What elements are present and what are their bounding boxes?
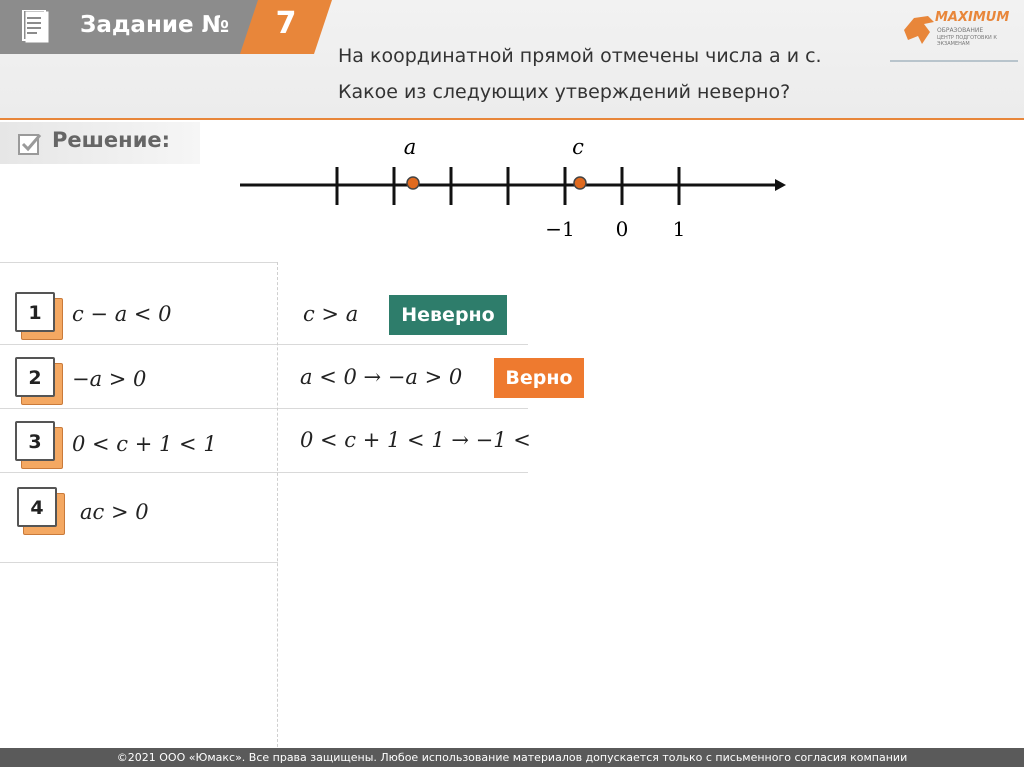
task-line-1: На координатной прямой отмечены числа а и с. <box>338 45 822 67</box>
tick-label-minus-one: −1 <box>545 217 575 241</box>
column-divider <box>277 262 278 752</box>
tick-label-one: 1 <box>672 217 686 241</box>
task-title: Задание № <box>80 12 230 38</box>
answer-row-1: c > a <box>303 302 359 326</box>
option-number-3: 3 <box>15 421 55 461</box>
divider <box>0 344 528 345</box>
option-expression-3: 0 < c + 1 < 1 <box>72 432 217 456</box>
solution-label: Решение: <box>52 128 171 152</box>
option-expression-4: ac > 0 <box>80 500 149 524</box>
task-number: 7 <box>275 6 297 41</box>
option-number-4: 4 <box>17 487 57 527</box>
logo-text: MAXIMUM <box>935 10 1010 25</box>
answer-row-2: a < 0 → −a > 0 <box>300 365 463 389</box>
divider <box>0 562 278 563</box>
verdict-wrong-badge: Неверно <box>389 295 507 335</box>
divider <box>0 472 528 473</box>
document-icon <box>22 10 52 44</box>
option-expression-2: −a > 0 <box>72 367 147 391</box>
number-line <box>230 130 800 250</box>
option-expression-1: c − a < 0 <box>72 302 172 326</box>
copyright-footer: ©2021 ООО «Юмакс». Все права защищены. Любое использование материалов допускается только с письменного согласия компании <box>0 748 1024 767</box>
logo-underline <box>890 60 1018 66</box>
answer-row-3: 0 < c + 1 < 1 → −1 < <box>300 428 531 452</box>
task-statement <box>338 38 822 110</box>
point-c-label: c <box>572 135 584 159</box>
checkbox-checked-icon <box>18 132 42 156</box>
logo-subtitle: ОБРАЗОВАНИЕ <box>937 27 984 34</box>
divider <box>0 408 528 409</box>
task-line-2: Какое из следующих утверждений неверно? <box>338 81 791 103</box>
point-c <box>574 177 586 189</box>
verdict-right-badge: Верно <box>494 358 584 398</box>
point-a-label: a <box>403 135 417 159</box>
logo-tagline: ЦЕНТР ПОДГОТОВКИ К ЭКЗАМЕНАМ <box>937 35 997 47</box>
tick-label-zero: 0 <box>615 217 629 241</box>
option-number-2: 2 <box>15 357 55 397</box>
point-a <box>407 177 419 189</box>
option-number-1: 1 <box>15 292 55 332</box>
number-line-arrow <box>775 179 786 191</box>
divider <box>0 262 278 263</box>
